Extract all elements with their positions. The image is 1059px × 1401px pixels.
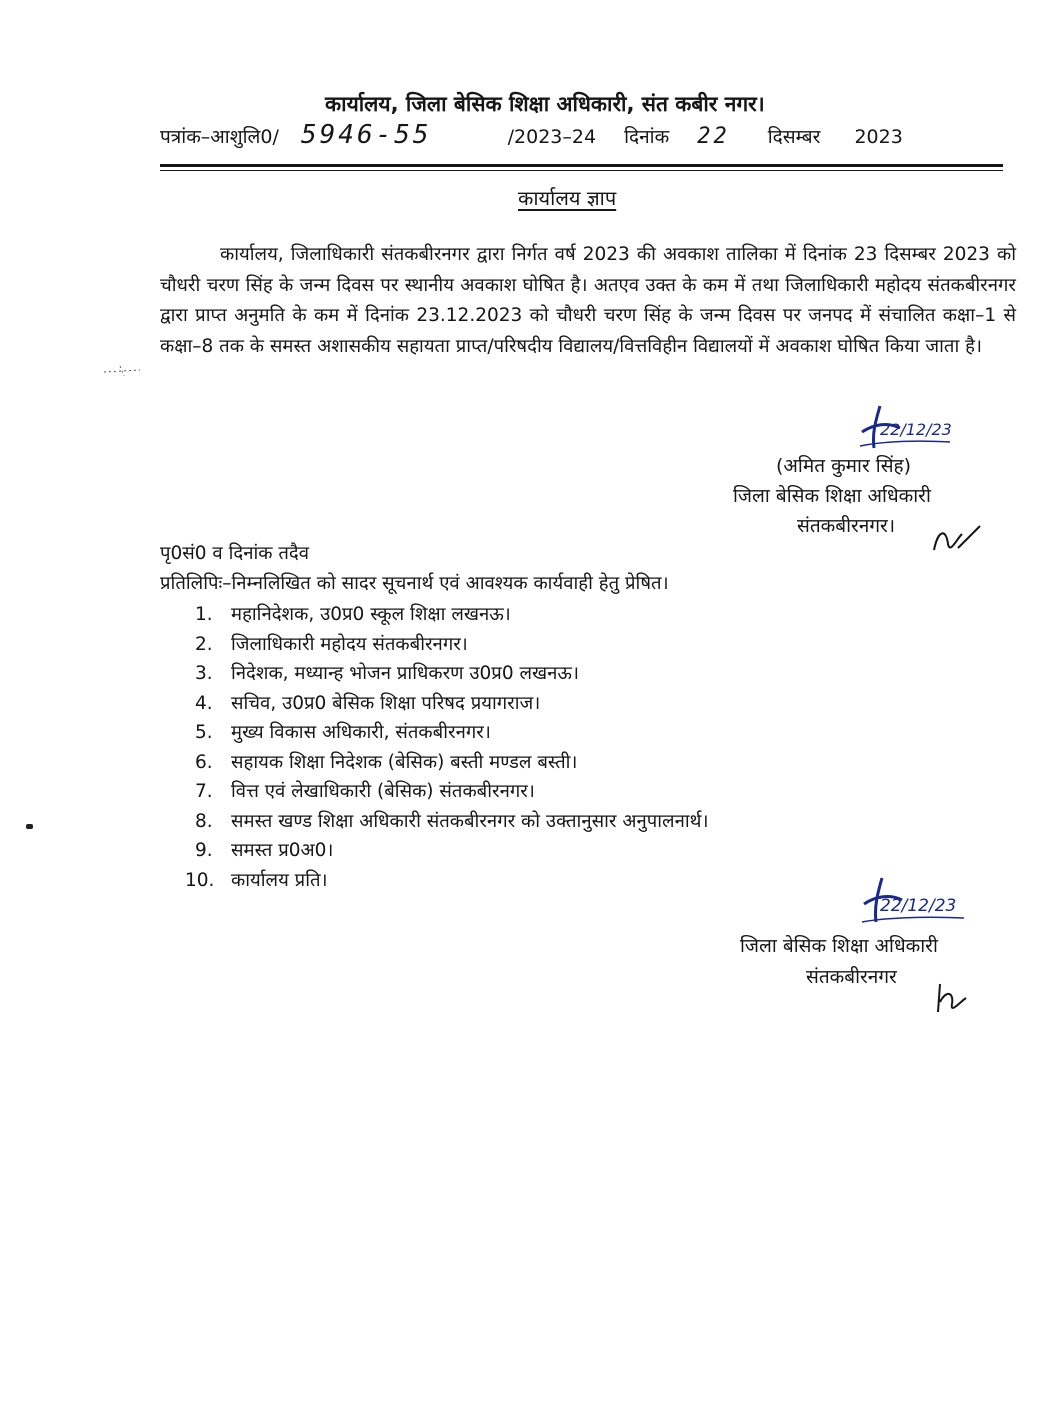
copy-intro: प्रतिलिपिः–निम्नलिखित को सादर सूचनार्थ एवं आवश्यक कार्यवाही हेतु प्रेषित। <box>160 573 669 594</box>
list-item: 8. समस्त खण्ड शिक्षा अधिकारी संतकबीरनगर को उक्तानुसार अनुपालनार्थ। <box>195 810 709 832</box>
office-title: कार्यालय, जिला बेसिक शिक्षा अधिकारी, संत कबीर नगर। <box>325 92 765 116</box>
ref-year: /2023–24 <box>507 126 597 148</box>
copy-reference: पृ0सं0 व दिनांक तदैव <box>160 543 310 564</box>
date-label: दिनांक <box>624 126 670 148</box>
date-month: दिसम्बर <box>767 126 821 148</box>
signatory-name: (अमित कुमार सिंह) <box>776 455 912 477</box>
list-item: 4. सचिव, उ0प्र0 बेसिक शिक्षा परिषद प्रयागराज। <box>195 692 541 714</box>
list-item: 6. सहायक शिक्षा निदेशक (बेसिक) बस्ती मण्डल बस्ती। <box>195 751 578 773</box>
header-rule-thick <box>160 164 1003 167</box>
final-designation: जिला बेसिक शिक्षा अधिकारी <box>740 935 938 957</box>
date-day: 22 <box>697 124 730 149</box>
handwritten-date-1: 22/12/23 <box>880 420 952 439</box>
body-paragraph: कार्यालय, जिलाधिकारी संतकबीरनगर द्वारा निर्गत वर्ष 2023 की अवकाश तालिका में दिनांक 23 दिसम्बर 2023 को चौधरी चरण सिंह के जन्म दिवस पर स्थानीय अवकाश घोषित है। अतएव उक्त के कम में तथा जिलाधिकारी महोदय संतकबीरनगर द्वारा प्राप्त अनुमति के कम में दिनांक 23.12.2023 को चौधरी चरण सिंह के जन्म दिवस पर जनपद में संचालित कक्षा–1 से कक्षा–8 तक के समस्त अशासकीय सहायता प्राप्त/परिषदीय विद्यालय/वित्तविहीन विद्यालयों में अवकाश घोषित किया जाता है। <box>160 244 1016 357</box>
ref-prefix: पत्रांक–आशुलि0/ <box>160 126 279 148</box>
list-item: 3. निदेशक, मध्यान्ह भोजन प्राधिकरण उ0प्र0 लखनऊ। <box>195 663 579 684</box>
initials-mark-1 <box>928 520 988 560</box>
list-item: 5. मुख्य विकास अधिकारी, संतकबीरनगर। <box>195 722 491 743</box>
list-item: 1. महानिदेशक, उ0प्र0 स्कूल शिक्षा लखनऊ। <box>195 604 511 625</box>
list-item: 9. समस्त प्र0अ0। <box>195 840 334 861</box>
header-rule-thin <box>160 170 1003 171</box>
list-item: 2. जिलाधिकारी महोदय संतकबीरनगर। <box>195 633 468 655</box>
signatory-designation: जिला बेसिक शिक्षा अधिकारी <box>733 485 931 507</box>
date-year: 2023 <box>854 126 903 148</box>
recipient-list <box>185 600 709 895</box>
list-item: 10. कार्यालय प्रति। <box>185 869 328 891</box>
scan-speck <box>100 362 160 382</box>
reference-line <box>160 120 903 150</box>
list-item: 7. वित्त एवं लेखाधिकारी (बेसिक) संतकबीरनगर। <box>195 781 535 802</box>
initials-mark-2 <box>930 972 990 1022</box>
ref-number: 5946-55 <box>300 120 432 150</box>
handwritten-date-2: 22/12/23 <box>880 896 957 916</box>
subject-heading: कार्यालय ज्ञाप <box>518 186 617 210</box>
signatory-place: संतकबीरनगर। <box>797 515 896 537</box>
scan-speck <box>26 824 33 829</box>
final-place: संतकबीरनगर <box>806 966 897 988</box>
